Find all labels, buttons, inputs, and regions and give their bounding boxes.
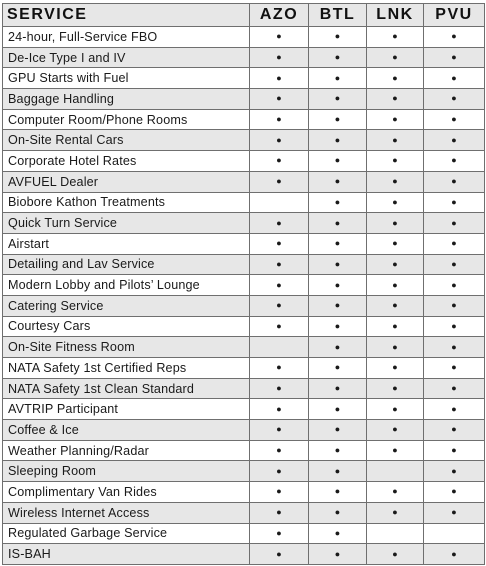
table-row [3,68,485,89]
service-name-cell: NATA Safety 1st Certified Reps [3,358,250,379]
bullet-icon: ● [451,238,457,249]
service-name-cell: IS-BAH [3,544,250,565]
availability-cell-btl [309,213,367,234]
availability-cell-lnk [367,233,424,254]
bullet-icon: ● [451,465,457,476]
availability-cell-lnk [367,68,424,89]
availability-cell-pvu [424,337,485,358]
availability-cell-lnk [367,192,424,213]
availability-cell-azo [250,192,309,213]
availability-cell-azo [250,295,309,316]
bullet-icon: ● [276,320,282,331]
availability-cell-btl [309,502,367,523]
bullet-icon: ● [276,114,282,125]
bullet-icon: ● [451,403,457,414]
bullet-icon: ● [276,279,282,290]
availability-cell-lnk [367,337,424,358]
availability-cell-azo [250,316,309,337]
service-name-cell: Biobore Kathon Treatments [3,192,250,213]
availability-cell-lnk [367,130,424,151]
availability-cell-azo [250,109,309,130]
availability-cell-azo [250,130,309,151]
bullet-icon: ● [392,424,398,435]
bullet-icon: ● [392,486,398,497]
availability-cell-lnk [367,316,424,337]
availability-cell-pvu [424,523,485,544]
table-row [3,461,485,482]
availability-cell-pvu [424,254,485,275]
bullet-icon: ● [276,238,282,249]
bullet-icon: ● [276,258,282,269]
bullet-icon: ● [334,403,341,414]
availability-cell-azo [250,440,309,461]
availability-cell-azo [250,151,309,172]
service-name-cell: Courtesy Cars [3,316,250,337]
bullet-icon: ● [451,72,457,83]
table-row [3,233,485,254]
availability-cell-btl [309,358,367,379]
bullet-icon: ● [451,155,457,166]
availability-cell-azo [250,502,309,523]
service-name-cell: Modern Lobby and Pilots’ Lounge [3,275,250,296]
table-row [3,130,485,151]
table-row [3,192,485,213]
availability-cell-btl [309,544,367,565]
bullet-icon: ● [451,217,457,228]
bullet-icon: ● [334,114,341,125]
bullet-icon: ● [334,196,341,207]
availability-cell-pvu [424,358,485,379]
table-row [3,254,485,275]
service-name-cell: Quick Turn Service [3,213,250,234]
availability-cell-pvu [424,399,485,420]
bullet-icon: ● [276,486,282,497]
availability-cell-btl [309,171,367,192]
bullet-icon: ● [276,362,282,373]
bullet-icon: ● [276,383,282,394]
service-name-cell: NATA Safety 1st Clean Standard [3,378,250,399]
bullet-icon: ● [392,548,398,559]
availability-cell-pvu [424,440,485,461]
availability-cell-lnk [367,275,424,296]
table-body [3,27,485,565]
table-row [3,358,485,379]
availability-cell-azo [250,89,309,110]
bullet-icon: ● [392,114,398,125]
service-name-cell: Computer Room/Phone Rooms [3,109,250,130]
bullet-icon: ● [392,134,398,145]
bullet-icon: ● [451,134,457,145]
bullet-icon: ● [451,341,457,352]
bullet-icon: ● [451,383,457,394]
availability-cell-btl [309,461,367,482]
availability-cell-pvu [424,47,485,68]
bullet-icon: ● [392,341,398,352]
bullet-icon: ● [392,52,398,63]
bullet-icon: ● [392,300,398,311]
table-row [3,151,485,172]
bullet-icon: ● [451,445,457,456]
availability-cell-lnk [367,544,424,565]
availability-cell-azo [250,27,309,48]
bullet-icon: ● [451,52,457,63]
availability-cell-lnk [367,482,424,503]
bullet-icon: ● [392,93,398,104]
availability-cell-btl [309,316,367,337]
bullet-icon: ● [276,134,282,145]
bullet-icon: ● [276,424,282,435]
bullet-icon: ● [334,465,341,476]
availability-cell-pvu [424,378,485,399]
availability-cell-azo [250,47,309,68]
availability-cell-pvu [424,109,485,130]
availability-cell-azo [250,544,309,565]
service-column-header: SERVICE [3,4,250,27]
availability-cell-pvu [424,233,485,254]
service-name-cell: Detailing and Lav Service [3,254,250,275]
service-name-cell: Catering Service [3,295,250,316]
availability-cell-lnk [367,47,424,68]
service-name-cell: Corporate Hotel Rates [3,151,250,172]
availability-cell-azo [250,399,309,420]
bullet-icon: ● [392,320,398,331]
btl-column-header: BTL [309,4,367,27]
availability-cell-btl [309,440,367,461]
availability-cell-lnk [367,420,424,441]
availability-cell-pvu [424,130,485,151]
bullet-icon: ● [334,31,341,42]
availability-cell-btl [309,378,367,399]
availability-cell-pvu [424,461,485,482]
bullet-icon: ● [334,52,341,63]
availability-cell-lnk [367,523,424,544]
availability-cell-lnk [367,151,424,172]
availability-cell-btl [309,109,367,130]
service-name-cell: 24-hour, Full-Service FBO [3,27,250,48]
service-name-cell: Complimentary Van Rides [3,482,250,503]
availability-cell-btl [309,275,367,296]
service-name-cell: Regulated Garbage Service [3,523,250,544]
header-row [3,4,485,27]
bullet-icon: ● [392,196,398,207]
availability-cell-pvu [424,89,485,110]
bullet-icon: ● [392,176,398,187]
bullet-icon: ● [392,383,398,394]
availability-cell-azo [250,254,309,275]
bullet-icon: ● [334,507,341,518]
availability-cell-lnk [367,27,424,48]
availability-cell-btl [309,482,367,503]
bullet-icon: ● [334,279,341,290]
table-row [3,482,485,503]
service-name-cell: GPU Starts with Fuel [3,68,250,89]
availability-cell-azo [250,213,309,234]
bullet-icon: ● [451,31,457,42]
table-row [3,502,485,523]
availability-cell-btl [309,192,367,213]
availability-cell-azo [250,275,309,296]
availability-cell-pvu [424,171,485,192]
availability-cell-lnk [367,358,424,379]
availability-cell-btl [309,523,367,544]
availability-cell-lnk [367,213,424,234]
bullet-icon: ● [451,258,457,269]
bullet-icon: ● [451,548,457,559]
bullet-icon: ● [276,527,282,538]
availability-cell-pvu [424,27,485,48]
availability-cell-pvu [424,151,485,172]
availability-cell-lnk [367,399,424,420]
bullet-icon: ● [334,527,341,538]
service-name-cell: Wireless Internet Access [3,502,250,523]
availability-cell-azo [250,171,309,192]
bullet-icon: ● [392,507,398,518]
table-row [3,89,485,110]
availability-cell-azo [250,358,309,379]
bullet-icon: ● [451,320,457,331]
pvu-column-header: PVU [424,4,485,27]
table-row [3,337,485,358]
bullet-icon: ● [276,507,282,518]
availability-cell-pvu [424,482,485,503]
bullet-icon: ● [276,548,282,559]
service-name-cell: Coffee & Ice [3,420,250,441]
bullet-icon: ● [334,383,341,394]
availability-cell-azo [250,461,309,482]
availability-cell-lnk [367,440,424,461]
availability-cell-lnk [367,89,424,110]
bullet-icon: ● [276,155,282,166]
availability-cell-btl [309,399,367,420]
table-row [3,378,485,399]
bullet-icon: ● [276,403,282,414]
bullet-icon: ● [334,445,341,456]
bullet-icon: ● [451,507,457,518]
availability-cell-btl [309,47,367,68]
availability-cell-pvu [424,295,485,316]
service-name-cell: Baggage Handling [3,89,250,110]
bullet-icon: ● [451,114,457,125]
table-row [3,171,485,192]
bullet-icon: ● [334,155,341,166]
bullet-icon: ● [392,155,398,166]
service-name-cell: Airstart [3,233,250,254]
bullet-icon: ● [451,176,457,187]
availability-cell-btl [309,420,367,441]
service-name-cell: On-Site Fitness Room [3,337,250,358]
azo-column-header: AZO [250,4,309,27]
bullet-icon: ● [392,217,398,228]
service-name-cell: AVTRIP Participant [3,399,250,420]
bullet-icon: ● [334,320,341,331]
table-row [3,544,485,565]
availability-cell-lnk [367,502,424,523]
bullet-icon: ● [276,72,282,83]
bullet-icon: ● [334,134,341,145]
availability-cell-lnk [367,295,424,316]
bullet-icon: ● [276,217,282,228]
bullet-icon: ● [392,362,398,373]
table-row [3,420,485,441]
bullet-icon: ● [451,93,457,104]
bullet-icon: ● [334,362,341,373]
availability-cell-pvu [424,502,485,523]
availability-cell-azo [250,378,309,399]
availability-cell-azo [250,482,309,503]
bullet-icon: ● [334,258,341,269]
table-row [3,316,485,337]
table-row [3,109,485,130]
bullet-icon: ● [276,445,282,456]
availability-cell-btl [309,295,367,316]
availability-cell-btl [309,130,367,151]
bullet-icon: ● [392,72,398,83]
service-name-cell: Weather Planning/Radar [3,440,250,461]
availability-cell-btl [309,151,367,172]
bullet-icon: ● [334,72,341,83]
bullet-icon: ● [392,238,398,249]
availability-cell-pvu [424,316,485,337]
availability-cell-azo [250,523,309,544]
availability-cell-lnk [367,171,424,192]
table-row [3,27,485,48]
table-row [3,275,485,296]
service-name-cell: De-Ice Type I and IV [3,47,250,68]
table-row [3,523,485,544]
bullet-icon: ● [451,196,457,207]
availability-cell-pvu [424,213,485,234]
availability-cell-btl [309,254,367,275]
availability-cell-lnk [367,254,424,275]
availability-cell-btl [309,89,367,110]
bullet-icon: ● [276,176,282,187]
availability-cell-azo [250,337,309,358]
bullet-icon: ● [276,465,282,476]
bullet-icon: ● [392,279,398,290]
bullet-icon: ● [451,424,457,435]
bullet-icon: ● [392,31,398,42]
bullet-icon: ● [276,31,282,42]
bullet-icon: ● [334,176,341,187]
table-row [3,399,485,420]
bullet-icon: ● [392,403,398,414]
availability-cell-btl [309,68,367,89]
availability-cell-pvu [424,275,485,296]
bullet-icon: ● [451,362,457,373]
bullet-icon: ● [334,341,341,352]
availability-cell-btl [309,27,367,48]
availability-cell-pvu [424,68,485,89]
availability-cell-azo [250,233,309,254]
lnk-column-header: LNK [367,4,424,27]
bullet-icon: ● [451,279,457,290]
availability-cell-pvu [424,544,485,565]
service-name-cell: Sleeping Room [3,461,250,482]
availability-cell-pvu [424,192,485,213]
bullet-icon: ● [276,300,282,311]
availability-cell-azo [250,420,309,441]
bullet-icon: ● [334,548,341,559]
bullet-icon: ● [334,93,341,104]
bullet-icon: ● [334,217,341,228]
bullet-icon: ● [334,486,341,497]
table-row [3,213,485,234]
services-table [2,3,485,565]
bullet-icon: ● [276,93,282,104]
availability-cell-btl [309,337,367,358]
availability-cell-lnk [367,109,424,130]
service-name-cell: AVFUEL Dealer [3,171,250,192]
table-row [3,440,485,461]
availability-cell-btl [309,233,367,254]
table-row [3,47,485,68]
service-name-cell: On-Site Rental Cars [3,130,250,151]
table-header [3,4,485,27]
bullet-icon: ● [451,486,457,497]
table-row [3,295,485,316]
bullet-icon: ● [276,52,282,63]
availability-cell-pvu [424,420,485,441]
bullet-icon: ● [392,258,398,269]
bullet-icon: ● [392,445,398,456]
bullet-icon: ● [334,424,341,435]
availability-cell-lnk [367,378,424,399]
availability-cell-azo [250,68,309,89]
bullet-icon: ● [334,238,341,249]
bullet-icon: ● [334,300,341,311]
availability-cell-lnk [367,461,424,482]
bullet-icon: ● [451,300,457,311]
